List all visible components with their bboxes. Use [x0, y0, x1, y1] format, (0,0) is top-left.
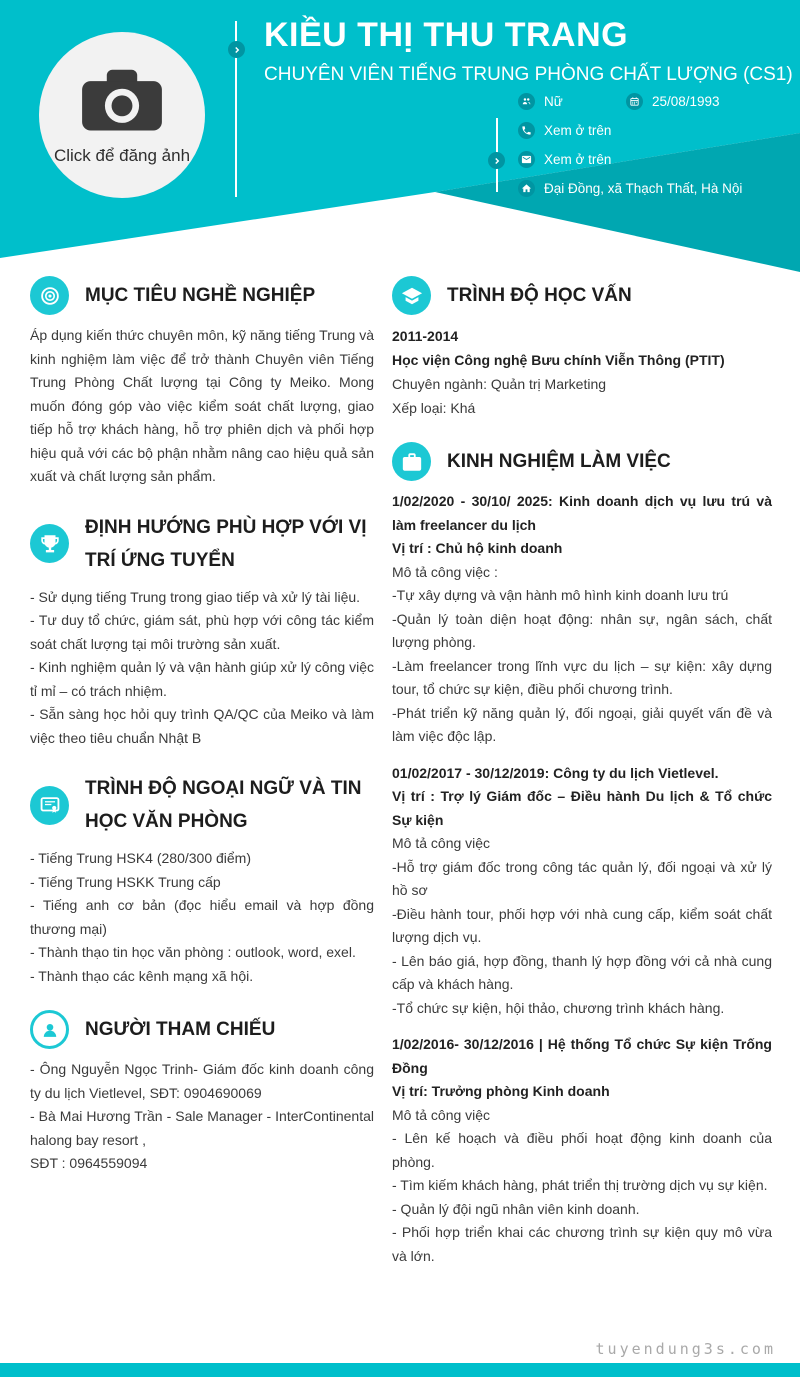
job-bullet: -Tự xây dựng và vận hành mô hình kinh doanh lưu trú — [392, 587, 729, 603]
section-header — [30, 1010, 374, 1049]
section-language-it-skills — [30, 772, 374, 988]
job-position: Vị trí : Chủ hộ kinh doanh — [392, 540, 563, 556]
job-heading: 01/02/2017 - 30/12/2019: Công ty du lịch Vietlevel. — [392, 764, 719, 781]
section-body — [30, 847, 374, 988]
photo-upload-label: Click để đăng ảnh — [53, 146, 191, 165]
target-icon — [30, 276, 69, 315]
calendar-icon — [626, 93, 643, 110]
section-title: TRÌNH ĐỘ NGOẠI NGỮ VÀ TIN HỌC VĂN PHÒNG — [85, 778, 362, 832]
job-heading: 1/02/2020 - 30/10/ 2025: Kinh doanh dịch vụ lưu trú và làm freelancer du lịch — [392, 493, 772, 533]
paragraph: - Sẵn sàng học hỏi quy trình QA/QC của Meiko và làm việc theo tiêu chuẩn Nhật B — [30, 706, 374, 746]
contact-text: Xem ở trên — [544, 123, 612, 138]
education-body — [392, 324, 772, 420]
job-description-label: Mô tả công việc — [392, 1106, 491, 1123]
education-line: 2011-2014 — [392, 328, 459, 344]
gender-icon — [518, 93, 535, 110]
paragraph: - Sử dụng tiếng Trung trong giao tiếp và xử lý tài liệu. — [30, 588, 361, 605]
contact-text: 25/08/1993 — [652, 94, 720, 109]
section-header — [30, 772, 374, 838]
paragraph: - Tiếng Trung HSKK Trung cấp — [30, 873, 221, 890]
paragraph: - Thành thạo tin học văn phòng : outlook, word, exel. — [30, 944, 356, 960]
education-line: Chuyên ngành: Quản trị Marketing — [392, 376, 607, 392]
section-education — [392, 276, 772, 420]
briefcase-icon — [392, 442, 431, 481]
paragraph: - Tư duy tổ chức, giám sát, phù hợp với công tác kiểm soát chất lượng tại môi trường sản xuất. — [30, 612, 374, 652]
job-bullet: - Phối hợp triển khai các chương trình sự kiện quy mô vừa và lớn. — [392, 1224, 772, 1264]
section-objective — [30, 276, 374, 489]
paragraph: SĐT : 0964559094 — [30, 1155, 148, 1171]
job-bullet: - Tìm kiếm khách hàng, phát triển thị trường dịch vụ sự kiện. — [392, 1177, 768, 1193]
photo-upload[interactable] — [39, 32, 205, 198]
contact-list — [518, 93, 790, 197]
job-entry — [392, 762, 772, 1021]
phone-icon — [518, 122, 535, 139]
section-header — [392, 442, 772, 481]
footer-bar — [0, 1363, 800, 1377]
section-header — [30, 511, 374, 577]
job-bullet: -Hỗ trợ giám đốc trong công tác quản lý, đối ngoại và xử lý hồ sơ — [392, 858, 772, 898]
section-body — [30, 586, 374, 751]
section-title: KINH NGHIỆM LÀM VIỆC — [447, 451, 671, 472]
paragraph: - Tiếng anh cơ bản (đọc hiểu email và hợp đồng thương mại) — [30, 897, 374, 937]
person-icon — [30, 1010, 69, 1049]
section-title: ĐỊNH HƯỚNG PHÙ HỢP VỚI VỊ TRÍ ỨNG TUYỂN — [85, 516, 367, 571]
section-header — [392, 276, 772, 315]
job-position: Vị trí : Trợ lý Giám đốc – Điều hành Du lịch & Tổ chức Sự kiện — [392, 788, 772, 828]
left-column — [30, 276, 374, 1290]
contact-item — [518, 180, 790, 197]
paragraph: - Ông Nguyễn Ngọc Trinh- Giám đốc kinh doanh công ty du lịch Vietlevel, SĐT: 0904690069 — [30, 1061, 374, 1101]
paragraph: Áp dụng kiến thức chuyên môn, kỹ năng tiếng Trung và kinh nghiệm làm việc để trở thành Chuyên viên Tiếng Trung Phòng Chất lượng tại Công ty Meiko. Mong muốn đóng góp vào việc kiểm soát chất lượng, giao tiếp hỗ trợ khách hàng, hỗ trợ phiên dịch và phối hợp hiệu quả với các bộ phận nhằm nâng cao hiệu quả sản xuất và chất lượng sản phẩm. — [30, 327, 374, 484]
contact-text: Đại Đồng, xã Thạch Thất, Hà Nội — [544, 181, 743, 196]
chevron-right-icon — [228, 41, 245, 58]
section-body — [30, 324, 374, 489]
job-entry — [392, 1033, 772, 1268]
section-title: NGƯỜI THAM CHIẾU — [85, 1019, 276, 1040]
mail-icon — [518, 151, 535, 168]
job-bullet: -Tổ chức sự kiện, hội thảo, chương trình khách hàng. — [392, 999, 725, 1016]
section-title: TRÌNH ĐỘ HỌC VẤN — [447, 285, 632, 306]
job-description-label: Mô tả công việc : — [392, 563, 498, 580]
job-bullet: -Phát triển kỹ năng quản lý, đối ngoại, giải quyết vấn đề và làm việc độc lập. — [392, 704, 772, 744]
home-icon — [518, 180, 535, 197]
person-job-title: CHUYÊN VIÊN TIẾNG TRUNG PHÒNG CHẤT LƯỢNG (CS1) — [264, 64, 793, 85]
contact-text: Xem ở trên — [544, 152, 612, 167]
job-bullet: -Quản lý toàn diện hoạt động: nhân sự, ngân sách, chất lượng phòng. — [392, 610, 772, 650]
education-line: Xếp loại: Khá — [392, 400, 476, 416]
job-bullet: - Lên kế hoạch và điều phối hoạt động kinh doanh của phòng. — [392, 1130, 772, 1170]
paragraph: - Tiếng Trung HSK4 (280/300 điểm) — [30, 850, 252, 866]
contact-item — [518, 122, 790, 139]
section-header — [30, 276, 374, 315]
graduation-icon — [392, 276, 431, 315]
job-bullet: - Lên báo giá, hợp đồng, thanh lý hợp đồng với cả nhà cung cấp và khách hàng. — [392, 952, 772, 992]
job-position: Vị trí: Trưởng phòng Kinh doanh — [392, 1083, 610, 1099]
trophy-icon — [30, 524, 69, 563]
contact-item — [518, 93, 626, 110]
section-orientation — [30, 511, 374, 751]
certificate-icon — [30, 786, 69, 825]
paragraph: - Kinh nghiệm quản lý và vận hành giúp xử lý công việc tỉ mỉ – có trách nhiệm. — [30, 659, 374, 699]
contact-text: Nữ — [544, 94, 563, 109]
section-title: MỤC TIÊU NGHỀ NGHIỆP — [85, 285, 316, 306]
job-bullet: -Điều hành tour, phối hợp với nhà cung cấp, kiểm soát chất lượng dịch vụ. — [392, 905, 772, 945]
education-line: Học viện Công nghệ Bưu chính Viễn Thông (PTIT) — [392, 352, 725, 368]
header — [0, 0, 800, 272]
job-heading: 1/02/2016- 30/12/2016 | Hệ thống Tổ chức Sự kiện Trống Đồng — [392, 1036, 772, 1076]
person-name: KIỀU THỊ THU TRANG — [264, 16, 629, 54]
camera-icon — [74, 64, 170, 140]
paragraph: - Thành thạo các kênh mạng xã hội. — [30, 967, 254, 984]
job-bullet: - Quản lý đội ngũ nhân viên kinh doanh. — [392, 1200, 640, 1217]
chevron-right-icon — [488, 152, 505, 169]
contact-item — [518, 151, 790, 168]
paragraph: - Bà Mai Hương Trần - Sale Manager - InterContinental halong bay resort , — [30, 1108, 374, 1148]
job-description-label: Mô tả công việc — [392, 835, 491, 851]
watermark: tuyendung3s.com — [595, 1340, 776, 1358]
job-bullet: -Làm freelancer trong lĩnh vực du lịch – sự kiện: xây dựng tour, tổ chức sự kiện, điều phối chương trình. — [392, 657, 772, 697]
section-experience — [392, 442, 772, 1268]
section-references — [30, 1010, 374, 1176]
contact-item — [626, 93, 790, 110]
section-body — [30, 1058, 374, 1176]
right-column — [392, 276, 772, 1290]
job-entry — [392, 490, 772, 749]
main-content — [0, 272, 800, 1290]
